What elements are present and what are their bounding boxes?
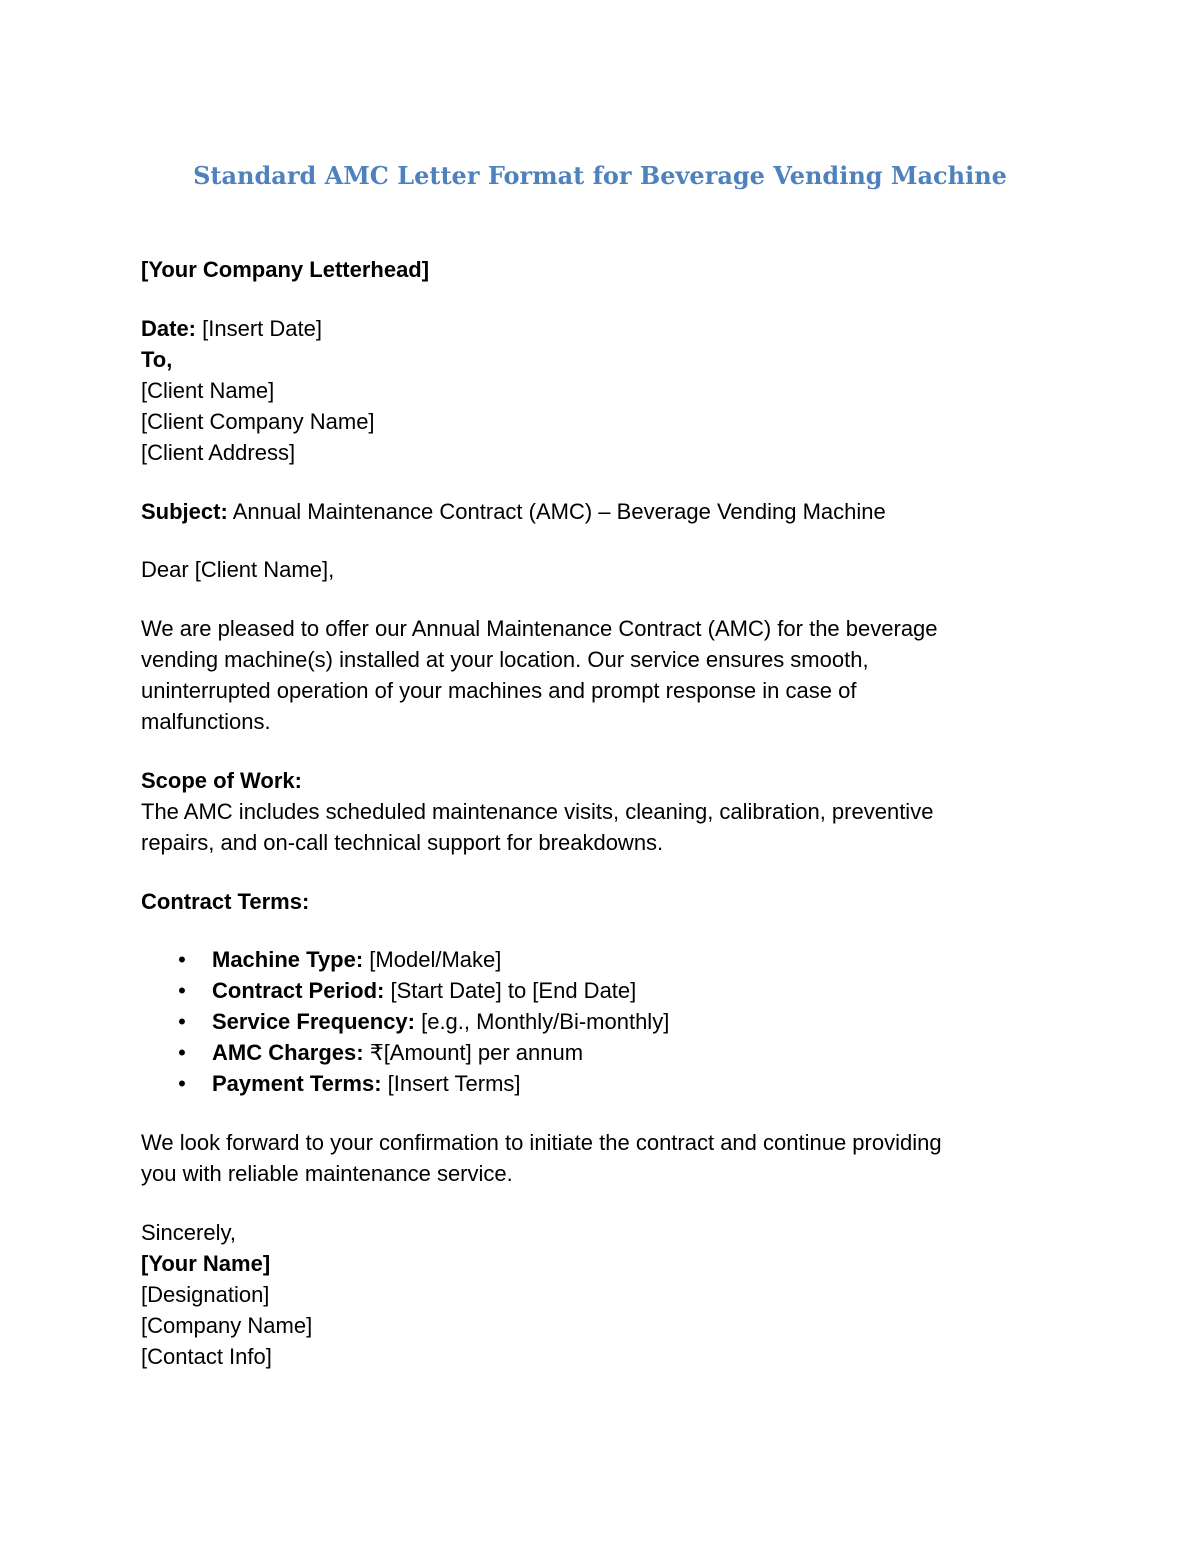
subject-label: Subject:: [141, 499, 228, 524]
term-value: [Insert Terms]: [381, 1071, 521, 1096]
terms-heading-block: [141, 886, 1041, 917]
scope-section: [141, 765, 1041, 858]
bullet-icon: •: [178, 1071, 186, 1096]
signer-designation: [Designation]: [141, 1282, 270, 1307]
letterhead-text: [Your Company Letterhead]: [141, 257, 430, 282]
closing-line: you with reliable maintenance service.: [141, 1161, 513, 1186]
intro-line: malfunctions.: [141, 709, 271, 734]
client-company-line: [Client Company Name]: [141, 409, 375, 434]
date-value: [Insert Date]: [196, 316, 322, 341]
closing-paragraph: [141, 1127, 1041, 1189]
document-title: Standard AMC Letter Format for Beverage Vending Machine: [193, 161, 1007, 190]
scope-heading: Scope of Work:: [141, 768, 302, 793]
terms-item-payment-terms: [141, 1068, 1041, 1099]
client-name-line: [Client Name]: [141, 378, 275, 403]
bullet-icon: •: [178, 1009, 186, 1034]
term-label: AMC Charges:: [212, 1040, 364, 1065]
signer-contact: [Contact Info]: [141, 1344, 272, 1369]
to-label: To,: [141, 347, 173, 372]
bullet-icon: •: [178, 1040, 186, 1065]
terms-heading: Contract Terms:: [141, 889, 310, 914]
signer-name: [Your Name]: [141, 1251, 271, 1276]
term-value: ₹[Amount] per annum: [363, 1040, 584, 1065]
intro-line: vending machine(s) installed at your location. Our service ensures smooth,: [141, 647, 869, 672]
date-line: [141, 313, 1041, 344]
salutation-block: [141, 554, 1041, 585]
term-value: [e.g., Monthly/Bi-monthly]: [414, 1009, 670, 1034]
term-label: Machine Type:: [212, 947, 364, 972]
client-address-line: [Client Address]: [141, 440, 296, 465]
signature-block: [141, 1217, 1041, 1372]
term-value: [Model/Make]: [363, 947, 502, 972]
scope-line: The AMC includes scheduled maintenance visits, cleaning, calibration, preventive: [141, 799, 934, 824]
terms-list: [141, 944, 1041, 1099]
term-label: Contract Period:: [212, 978, 385, 1003]
address-block: [141, 313, 1041, 468]
sign-off: Sincerely,: [141, 1220, 236, 1245]
subject-line: [141, 496, 1041, 527]
subject-value: Annual Maintenance Contract (AMC) – Beverage Vending Machine: [227, 499, 886, 524]
scope-line: repairs, and on-call technical support for breakdowns.: [141, 830, 664, 855]
intro-line: uninterrupted operation of your machines and prompt response in case of: [141, 678, 857, 703]
term-label: Service Frequency:: [212, 1009, 415, 1034]
intro-line: We are pleased to offer our Annual Maintenance Contract (AMC) for the beverage: [141, 616, 938, 641]
terms-item-contract-period: [141, 975, 1041, 1006]
closing-line: We look forward to your confirmation to initiate the contract and continue providing: [141, 1130, 942, 1155]
term-label: Payment Terms:: [212, 1071, 382, 1096]
intro-paragraph: [141, 613, 1041, 737]
terms-item-service-frequency: [141, 1006, 1041, 1037]
salutation: Dear [Client Name],: [141, 557, 335, 582]
date-label: Date:: [141, 316, 197, 341]
subject-block: [141, 496, 1041, 527]
letterhead-placeholder: [141, 254, 1041, 285]
bullet-icon: •: [178, 978, 186, 1003]
terms-item-machine-type: [141, 944, 1041, 975]
term-value: [Start Date] to [End Date]: [384, 978, 637, 1003]
signer-company: [Company Name]: [141, 1313, 313, 1338]
terms-item-amc-charges: [141, 1037, 1041, 1068]
bullet-icon: •: [178, 947, 186, 972]
